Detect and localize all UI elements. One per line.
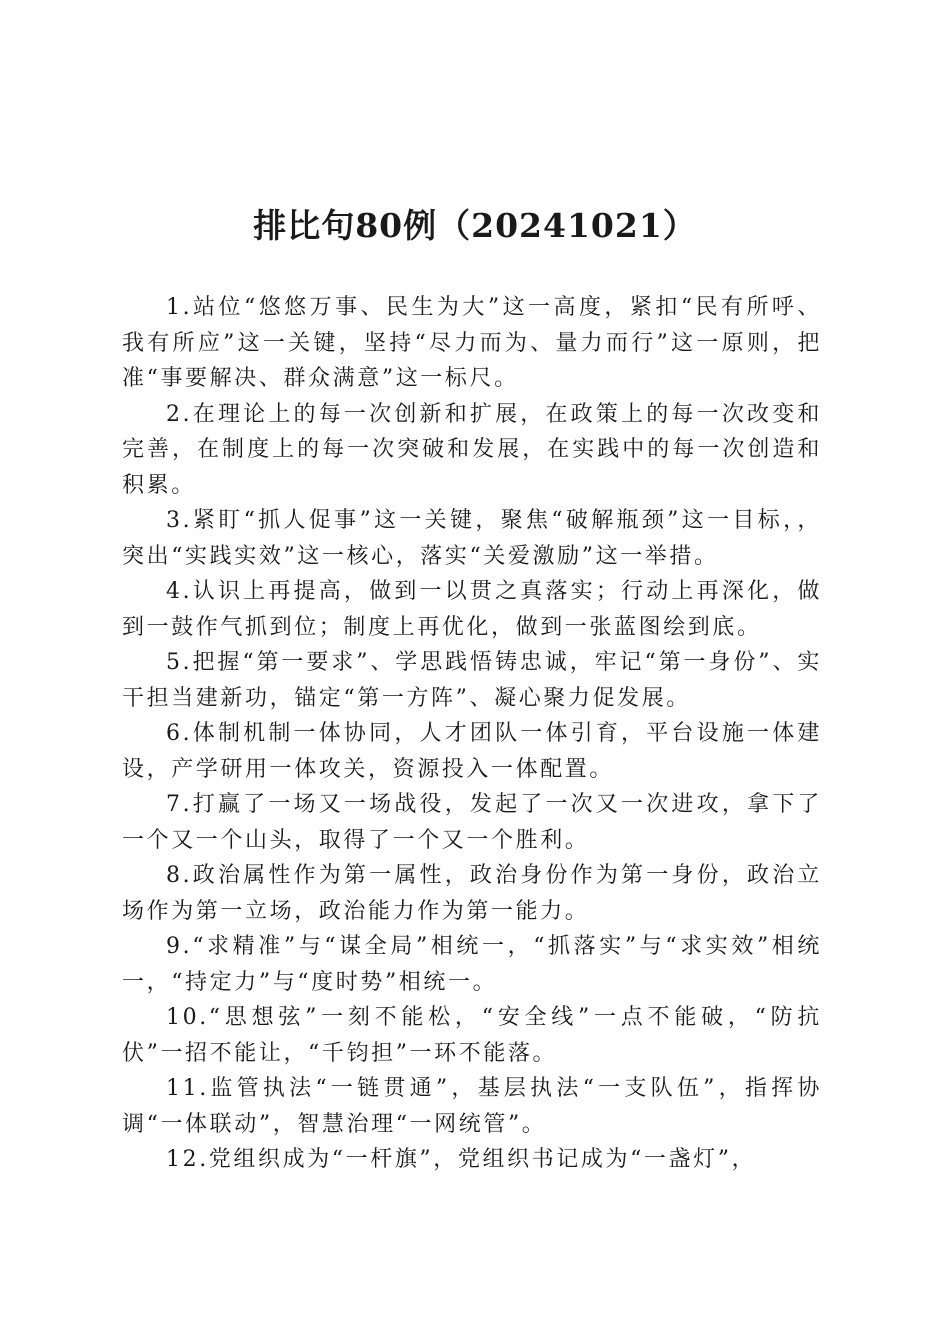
page-title: 排比句80例（20241021） <box>253 206 697 245</box>
paragraph: 12.党组织成为“一杆旗”，党组织书记成为“一盏灯”， <box>166 1147 757 1172</box>
paragraph: 5.把握“第一要求”、学思践悟铸忠诚，牢记“第一身份”、实干担当建新功，锚定“第一方阵”、凝心聚力促发展。 <box>122 650 822 711</box>
paragraph: 7.打赢了一场又一场战役，发起了一次又一次进攻，拿下了一个又一个山头，取得了一个又一个胜利。 <box>122 792 822 853</box>
document-body <box>122 290 822 1178</box>
paragraph: 11.监管执法“一链贯通”，基层执法“一支队伍”，指挥协调“一体联动”，智慧治理“一网统管”。 <box>122 1076 822 1137</box>
paragraph: 4.认识上再提高，做到一以贯之真落实；行动上再深化，做到一鼓作气抓到位；制度上再优化，做到一张蓝图绘到底。 <box>122 579 822 640</box>
paragraph: 8.政治属性作为第一属性，政治身份作为第一身份，政治立场作为第一立场，政治能力作为第一能力。 <box>122 863 822 924</box>
paragraph: 9.“求精准”与“谋全局”相统一，“抓落实”与“求实效”相统一，“持定力”与“度时势”相统一。 <box>122 934 822 995</box>
paragraph: 1.站位“悠悠万事、民生为大”这一高度，紧扣“民有所呼、我有所应”这一关键，坚持“尽力而为、量力而行”这一原则，把准“事要解决、群众满意”这一标尺。 <box>122 295 822 391</box>
paragraph: 10.“思想弦”一刻不能松，“安全线”一点不能破，“防抗伏”一招不能让，“千钧担”一环不能落。 <box>122 1005 822 1066</box>
paragraph: 2.在理论上的每一次创新和扩展，在政策上的每一次改变和完善，在制度上的每一次突破和发展，在实践中的每一次创造和积累。 <box>122 401 822 498</box>
paragraph: 3.紧盯“抓人促事”这一关键，聚焦“破解瓶颈”这一目标，，突出“实践实效”这一核心，落实“关爱激励”这一举措。 <box>122 508 822 569</box>
paragraph: 6.体制机制一体协同，人才团队一体引育，平台设施一体建设，产学研用一体攻关，资源投入一体配置。 <box>122 721 822 782</box>
